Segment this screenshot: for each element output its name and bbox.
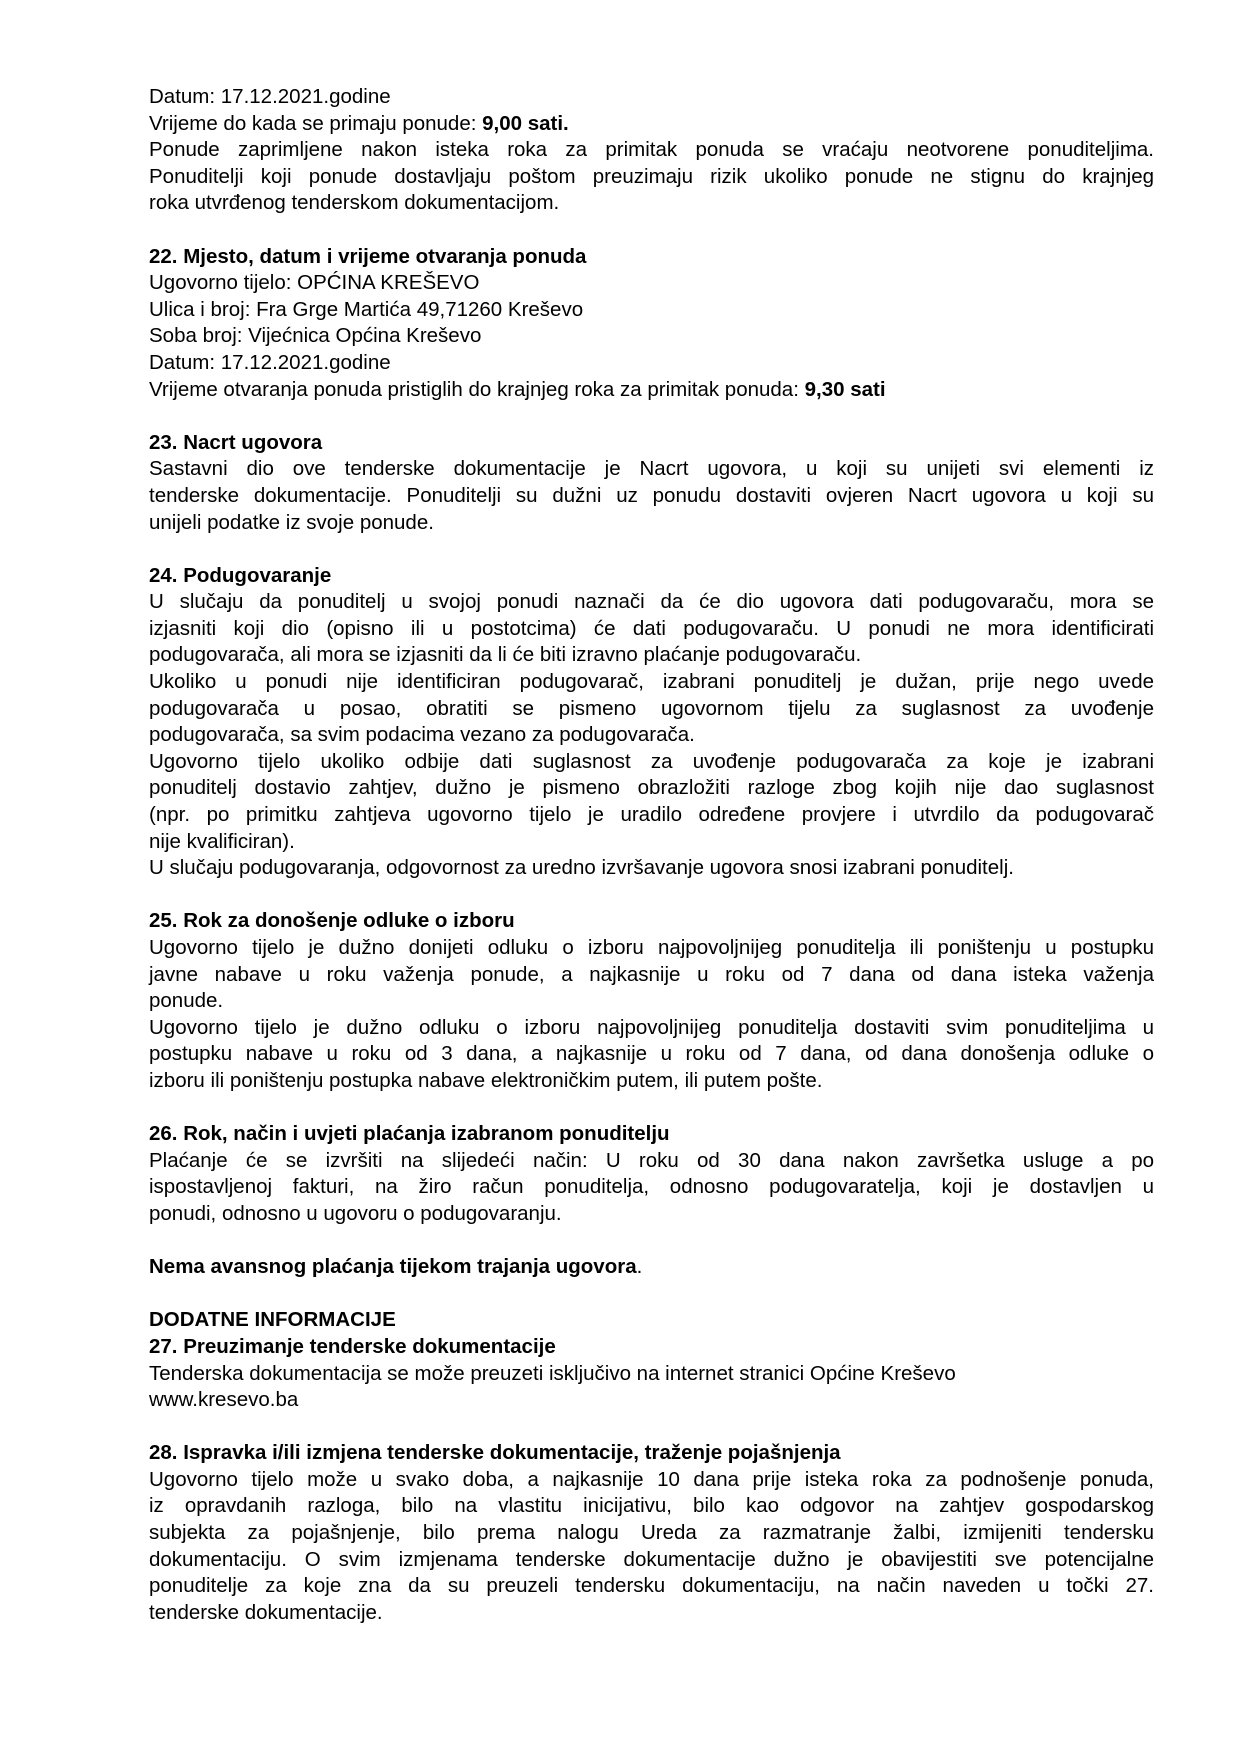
section-26	[149, 1121, 1154, 1281]
spacer	[149, 1228, 1154, 1255]
intro-late-line-3: roka utvrđenog tenderskom dokumentacijom.	[149, 191, 560, 215]
section-28-heading: 28. Ispravka i/ili izmjena tenderske dokumentacije, traženje pojašnjenja	[149, 1441, 841, 1465]
intro-late-line-2: Ponuditelji koji ponude dostavljaju poštom preuzimaju rizik ukoliko ponude ne stignu do krajnjeg	[149, 164, 1154, 188]
section-22-heading: 22. Mjesto, datum i vrijeme otvaranja ponuda	[149, 244, 587, 268]
section-24-line-8: ponuditelj dostavio zahtjev, dužno je pismeno obrazložiti razloge zbog kojih nije dao suglasnost	[149, 776, 1154, 800]
section-28-line-1: Ugovorno tijelo može u svako doba, a najkasnije 10 dana prije isteka roka za podnošenje ponuda,	[149, 1467, 1154, 1491]
section-22-time-label: Vrijeme otvaranja ponuda pristiglih do krajnjeg roka za primitak ponuda:	[149, 377, 805, 401]
section-24-line-11: U slučaju podugovaranja, odgovornost za uredno izvršavanje ugovora snosi izabrani ponuditelj.	[149, 856, 1014, 880]
intro-deadline-value: 9,00 sati.	[482, 111, 569, 135]
spacer	[149, 882, 1154, 909]
section-22-address: Ulica i broj: Fra Grge Martića 49,71260 Kreševo	[149, 297, 584, 321]
intro-deadline-label: Vrijeme do kada se primaju ponude:	[149, 111, 483, 135]
section-22-authority: Ugovorno tijelo: OPĆINA KREŠEVO	[149, 271, 480, 295]
section-25-line-5: postupku nabave u roku od 3 dana, a najkasnije u roku od 7 dana, od dana donošenja odluke o	[149, 1042, 1154, 1066]
section-24-line-1: U slučaju da ponuditelj u svojoj ponudi naznači da će dio ugovora dati podugovaraču, mora se	[149, 590, 1154, 614]
section-28-line-4: dokumentaciju. O svim izmjenama tenderske dokumentacije dužno je obavijestiti sve potencijalne	[149, 1547, 1154, 1571]
section-27	[149, 1307, 1154, 1413]
section-23	[149, 430, 1154, 536]
section-26-note-tail: .	[636, 1255, 643, 1279]
section-22	[149, 244, 1154, 404]
section-24-heading: 24. Podugovaranje	[149, 563, 332, 587]
section-26-note	[149, 1254, 1154, 1281]
intro-date: Datum: 17.12.2021.godine	[149, 85, 391, 108]
section-23-line-1: Sastavni dio ove tenderske dokumentacije je Nacrt ugovora, u koji su unijeti svi elementi iz	[149, 457, 1154, 481]
section-24-line-5: podugovarača u posao, obratiti se pismeno ugovornom tijelu za suglasnost za uvođenje	[149, 696, 1154, 720]
section-25-line-1: Ugovorno tijelo je dužno donijeti odluku o izboru najpovoljnijeg ponuditelja ili poništenju u postupku	[149, 936, 1154, 959]
section-24-line-9: (npr. po primitku zahtjeva ugovorno tijelo je uradilo određene provjere i utvrdilo da podugovarač	[149, 803, 1154, 827]
intro-block	[149, 84, 1154, 217]
section-28-line-6: tenderske dokumentacije.	[149, 1600, 383, 1624]
section-25-line-2: javne nabave u roku važenja ponude, a najkasnije u roku od 7 dana od dana isteka važenja	[149, 962, 1154, 986]
section-22-date: Datum: 17.12.2021.godine	[149, 350, 391, 374]
section-27-line-1: Tenderska dokumentacija se može preuzeti isključivo na internet stranici Općine Kreševo	[149, 1361, 956, 1385]
intro-late-line-1: Ponude zaprimljene nakon isteka roka za primitak ponuda se vraćaju neotvorene ponuditeljima.	[149, 138, 1154, 162]
section-24	[149, 563, 1154, 882]
section-25-line-3: ponude.	[149, 989, 224, 1013]
section-23-heading: 23. Nacrt ugovora	[149, 430, 323, 454]
section-22-time	[149, 377, 1154, 404]
section-28-line-2: iz opravdanih razloga, bilo na vlastitu inicijativu, bilo kao odgovor na zahtjev gospodarskog	[149, 1494, 1154, 1518]
section-26-line-3: ponudi, odnosno u ugovoru o podugovaranju.	[149, 1201, 562, 1225]
section-26-line-2: ispostavljenoj fakturi, na žiro račun ponuditelja, odnosno podugovaratelja, koji je dostavljen u	[149, 1175, 1154, 1199]
section-24-line-3: podugovarača, ali mora se izjasniti da li će biti izravno plaćanje podugovaraču.	[149, 643, 862, 667]
section-23-line-3: unijeli podatke iz svoje ponude.	[149, 510, 434, 534]
section-23-line-2: tenderske dokumentacije. Ponuditelji su dužni uz ponudu dostaviti ovjeren Nacrt ugovora u koji su	[149, 483, 1154, 507]
spacer	[149, 217, 1154, 244]
section-28-line-3: subjekta za pojašnjenje, bilo prema nalogu Ureda za razmatranje žalbi, izmijeniti tendersku	[149, 1521, 1154, 1545]
section-24-line-7: Ugovorno tijelo ukoliko odbije dati suglasnost za uvođenje podugovarača za koje je izabrani	[149, 749, 1154, 773]
section-24-line-10: nije kvalificiran).	[149, 829, 295, 853]
spacer	[149, 1414, 1154, 1441]
spacer	[149, 1095, 1154, 1122]
section-26-note-bold: Nema avansnog plaćanja tijekom trajanja ugovora	[149, 1255, 637, 1279]
section-25-line-4: Ugovorno tijelo je dužno odluku o izboru najpovoljnijeg ponuditelja dostaviti svim ponuditeljima u	[149, 1015, 1154, 1039]
section-26-line-1: Plaćanje će se izvršiti na slijedeći način: U roku od 30 dana nakon završetka usluge a po	[149, 1148, 1154, 1172]
section-28	[149, 1440, 1154, 1626]
section-26-heading: 26. Rok, način i uvjeti plaćanja izabranom ponuditelju	[149, 1122, 670, 1146]
section-25-heading: 25. Rok za donošenje odluke o izboru	[149, 909, 515, 933]
section-25	[149, 908, 1154, 1094]
spacer	[149, 403, 1154, 430]
section-22-room: Soba broj: Vijećnica Općina Kreševo	[149, 324, 482, 348]
spacer	[149, 536, 1154, 563]
section-27-heading: 27. Preuzimanje tenderske dokumentacije	[149, 1334, 556, 1358]
section-24-line-6: podugovarača, sa svim podacima vezano za podugovarača.	[149, 723, 695, 747]
section-27-website: www.kresevo.ba	[149, 1388, 299, 1412]
spacer	[149, 1281, 1154, 1308]
section-24-line-2: izjasniti koji dio (opisno ili u postotcima) će dati podugovaraču. U ponudi ne mora identificirati	[149, 616, 1154, 640]
intro-deadline	[149, 111, 1154, 138]
additional-info-heading: DODATNE INFORMACIJE	[149, 1308, 396, 1332]
section-28-line-5: ponuditelje za koje zna da su preuzeli tendersku dokumentaciju, na način naveden u točki 27.	[149, 1574, 1154, 1598]
section-24-line-4: Ukoliko u ponudi nije identificiran podugovarač, izabrani ponuditelj je dužan, prije nego uvede	[149, 670, 1154, 694]
section-25-line-6: izboru ili poništenju postupka nabave elektroničkim putem, ili putem pošte.	[149, 1068, 823, 1092]
document-page	[149, 84, 1154, 1626]
section-22-time-value: 9,30 sati	[804, 377, 886, 401]
